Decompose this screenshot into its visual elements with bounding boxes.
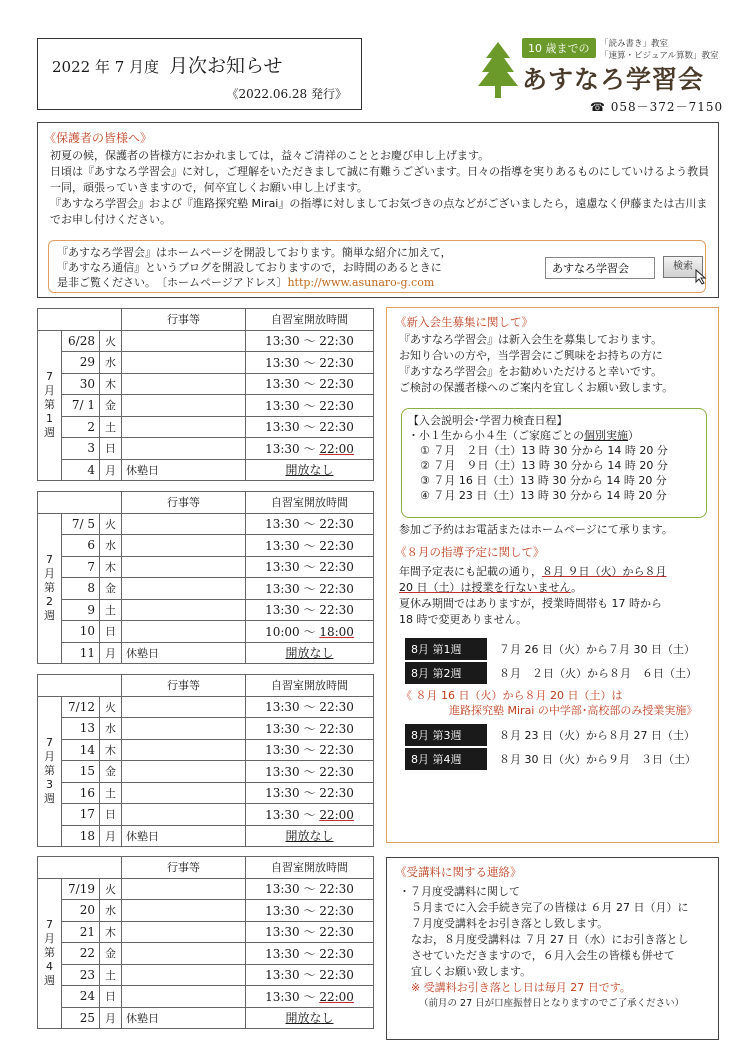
table-row [38, 761, 374, 783]
table-row [38, 1007, 374, 1029]
fee-line: ５月までに入会手続き完了の皆様は ６月 27 日（月）に [411, 901, 689, 914]
august-week-label: 8月 第4週 [405, 748, 487, 770]
time-cell: 13:30 ～ 22:30 [246, 739, 374, 761]
time-cell: 13:30 ～ 22:30 [246, 556, 374, 578]
date-cell: 23 [62, 964, 100, 986]
time-start: 13:30 ～ [265, 441, 320, 456]
info-item: ① ７月 ２日（土）13 時 30 分から 14 時 20 分 [420, 444, 668, 457]
event-cell [122, 878, 246, 900]
dow-cell: 日 [100, 438, 122, 460]
homepage-text [57, 245, 527, 290]
event-cell [122, 921, 246, 943]
week-label [38, 696, 62, 847]
time-cell [246, 825, 374, 847]
info-session-box [401, 408, 707, 518]
info-title: 【入会説明会･学習力検査日程】 [408, 414, 568, 427]
time-cell: 13:30 ～ 22:30 [246, 696, 374, 718]
date-cell: 7/ 5 [62, 513, 100, 535]
dow-cell: 金 [100, 761, 122, 783]
page-title: 月次お知らせ [169, 55, 283, 77]
event-cell: 休塾日 [122, 825, 246, 847]
august-line: 18 時で変更ありません。 [399, 613, 528, 626]
august-week-row [405, 748, 696, 768]
week-label-char: 第 [44, 764, 55, 778]
info-item: ③ ７月 16 日（土）13 時 30 分から 14 時 20 分 [420, 474, 667, 487]
dow-cell: 日 [100, 804, 122, 826]
header-event: 行事等 [122, 675, 246, 697]
date-cell: 24 [62, 986, 100, 1008]
august-no-class-dates: ８月 ９日（火）から８月 [542, 565, 667, 578]
event-cell: 休塾日 [122, 642, 246, 664]
search-input[interactable] [545, 257, 655, 279]
reserve-note: 参加ご予約はお電話またはホームページにて承ります。 [399, 523, 673, 536]
date-cell: 18 [62, 825, 100, 847]
week-label-char: 4 [46, 960, 53, 974]
dow-cell: 日 [100, 986, 122, 1008]
dow-cell: 土 [100, 964, 122, 986]
event-cell [122, 782, 246, 804]
table-row [38, 804, 374, 826]
homepage-line: 『あすなろ学習会』はホームページを開設しております。簡単な紹介に加えて， [57, 246, 452, 259]
time-cell: 13:30 ～ 22:30 [246, 599, 374, 621]
table-header-blank [38, 675, 122, 697]
notice-paragraph: 日頃は『あすなろ学習会』に対し，ご理解をいただきまして誠に有難うございます。日々の指導を実りあるものにしていけるよう教員一同，頑張っていきますので，何卒宜しくお願い申し上げます。 [50, 165, 710, 194]
event-cell [122, 373, 246, 395]
week-label-char: 第 [44, 398, 55, 412]
header-time: 自習室開放時間 [246, 675, 374, 697]
time-cell: 13:30 ～ 22:30 [246, 535, 374, 557]
homepage-line: 『あすなろ通信』というブログを開設しておりますので，お時間のあるときに [57, 261, 442, 274]
fee-note: ※ 受講料お引き落とし日は毎月 27 日です。 [411, 981, 631, 994]
august-line-prefix: 年間予定表にも記載の通り， [399, 565, 542, 578]
schedule-week-3 [37, 674, 374, 847]
week-label [38, 330, 62, 481]
schedule-week-1 [37, 308, 374, 481]
event-cell [122, 330, 246, 352]
dow-cell: 火 [100, 513, 122, 535]
closed-label: 開放なし [285, 646, 334, 661]
schedule-week-4 [37, 856, 374, 1029]
event-cell [122, 438, 246, 460]
event-cell [122, 696, 246, 718]
event-cell [122, 943, 246, 965]
date-cell: 7 [62, 556, 100, 578]
table-row [38, 986, 374, 1008]
time-cell [246, 986, 374, 1008]
event-cell [122, 578, 246, 600]
august-week-range: ８月 23 日（火）から８月 27 日（土） [499, 729, 695, 742]
date-cell: 11 [62, 642, 100, 664]
table-row [38, 395, 374, 417]
time-cell: 13:30 ～ 22:30 [246, 921, 374, 943]
event-cell [122, 761, 246, 783]
header-time: 自習室開放時間 [246, 857, 374, 879]
date-cell: 30 [62, 373, 100, 395]
august-line-suffix: 。 [571, 581, 583, 594]
search-button[interactable]: 検索 [663, 256, 703, 278]
info-subtitle-suffix: ） [628, 429, 639, 442]
fee-line: させていただきますので，６月入会生の皆様も併せて [411, 949, 675, 962]
event-cell [122, 556, 246, 578]
week-label-char: 月 [44, 750, 55, 764]
event-cell [122, 599, 246, 621]
info-subtitle [408, 428, 706, 443]
time-cell: 13:30 ～ 22:30 [246, 416, 374, 438]
time-end: 18:00 [319, 624, 354, 639]
event-cell: 休塾日 [122, 459, 246, 481]
table-row [38, 459, 374, 481]
date-cell: 7/ 1 [62, 395, 100, 417]
time-cell: 13:30 ～ 22:30 [246, 782, 374, 804]
table-row [38, 921, 374, 943]
august-line [399, 580, 717, 596]
table-row [38, 373, 374, 395]
date-cell: 10 [62, 621, 100, 643]
week-label-char: 2 [46, 595, 53, 609]
time-start: 13:30 ～ [265, 807, 320, 822]
table-header-row [38, 309, 374, 331]
dow-cell: 木 [100, 373, 122, 395]
event-cell [122, 513, 246, 535]
homepage-label: 是非ご覧ください。 〔ホームページアドレス〕 [57, 276, 288, 289]
date-cell: 2 [62, 416, 100, 438]
fee-line: 宜しくお願い致します。 [411, 965, 532, 978]
notice-title: 《保護者の皆様へ》 [44, 131, 153, 145]
august-text [399, 564, 717, 628]
time-cell [246, 438, 374, 460]
table-header-row [38, 675, 374, 697]
august-week-label: 8月 第1週 [405, 638, 487, 660]
table-header-row [38, 857, 374, 879]
notice-paragraph: 『あすなろ学習会』および『進路探究塾 Mirai』の指導に対しましてお気づきの点などがございましたら，遠慮なく伊藤または古川までお申し付けください。 [50, 197, 708, 226]
august-line [399, 564, 717, 580]
table-row [38, 556, 374, 578]
week-label-char: 週 [44, 974, 55, 988]
dow-cell: 月 [100, 642, 122, 664]
date-cell: 7/12 [62, 696, 100, 718]
table-row [38, 513, 374, 535]
date-cell: 29 [62, 352, 100, 374]
event-cell [122, 535, 246, 557]
date-cell: 16 [62, 782, 100, 804]
august-week-range: ８月 30 日（火）から９月 ３日（土） [499, 753, 696, 766]
dow-cell: 土 [100, 782, 122, 804]
time-end: 22:00 [319, 989, 354, 1004]
logo-subtitle-line: 「読み書き」教室 [600, 39, 669, 49]
recruit-title: 《新入会生募集に関して》 [395, 315, 533, 329]
time-cell: 13:30 ～ 22:30 [246, 395, 374, 417]
week-label-char: 3 [46, 778, 53, 792]
fee-note-sub: （前月の 27 日が口座振替日となりますのでご了承ください） [419, 998, 685, 1009]
title-box [37, 38, 362, 110]
date-cell: 6 [62, 535, 100, 557]
time-cell [246, 621, 374, 643]
table-row [38, 352, 374, 374]
date-cell: 6/28 [62, 330, 100, 352]
table-row [38, 782, 374, 804]
table-row [38, 964, 374, 986]
recruit-text [399, 332, 717, 396]
table-row [38, 718, 374, 740]
time-cell: 13:30 ～ 22:30 [246, 900, 374, 922]
august-week-range: ８月 ２日（火）から８月 ６日（土） [499, 667, 697, 680]
logo [476, 38, 736, 102]
table-row [38, 330, 374, 352]
week-label-char: 月 [44, 932, 55, 946]
table-row [38, 900, 374, 922]
logo-name: あすなろ学習会 [522, 65, 705, 94]
date-cell: 22 [62, 943, 100, 965]
year-month: 2022 年 7 月度 [52, 58, 160, 76]
fee-text [399, 884, 715, 1012]
event-cell [122, 395, 246, 417]
date-cell: 8 [62, 578, 100, 600]
week-label [38, 878, 62, 1029]
august-week-label: 8月 第2週 [405, 662, 487, 684]
table-row [38, 599, 374, 621]
recruit-line: お知り合いの方や，当学習会にご興味をお持ちの方に [399, 349, 663, 362]
dow-cell: 水 [100, 900, 122, 922]
event-cell [122, 718, 246, 740]
logo-subtitle [600, 38, 719, 62]
date-cell: 13 [62, 718, 100, 740]
fee-line: ７月度受講料をお引き落とし致します。 [411, 917, 609, 930]
time-cell [246, 459, 374, 481]
august-week-range: ７月 26 日（火）から７月 30 日（土） [499, 643, 695, 656]
date-cell: 4 [62, 459, 100, 481]
dow-cell: 月 [100, 1007, 122, 1029]
closed-label: 開放なし [285, 829, 334, 844]
dow-cell: 金 [100, 578, 122, 600]
week-label-char: 7 [46, 553, 53, 567]
info-subtitle-emphasis: 個別実施 [584, 429, 628, 442]
dow-cell: 月 [100, 459, 122, 481]
week-label-char: 第 [44, 581, 55, 595]
recruit-line: 『あすなろ学習会』は新入会生を募集しております。 [399, 333, 663, 346]
time-end: 22:00 [319, 441, 354, 456]
page-title-line [52, 51, 282, 78]
special-notice [401, 688, 711, 718]
dow-cell: 火 [100, 878, 122, 900]
date-cell: 25 [62, 1007, 100, 1029]
week-label-char: 7 [46, 918, 53, 932]
dow-cell: 水 [100, 352, 122, 374]
time-cell: 13:30 ～ 22:30 [246, 943, 374, 965]
week-label-char: 7 [46, 370, 53, 384]
time-cell [246, 1007, 374, 1029]
recruit-line: ご検討の保護者様へのご案内を宜しくお願い致します。 [399, 381, 674, 394]
august-week-row [405, 724, 695, 744]
table-row [38, 642, 374, 664]
table-row [38, 825, 374, 847]
table-header-blank [38, 492, 122, 514]
table-header-row [38, 492, 374, 514]
week-label-char: 7 [46, 736, 53, 750]
time-cell: 13:30 ～ 22:30 [246, 330, 374, 352]
fee-title: 《受講料に関する連絡》 [395, 865, 522, 879]
time-start: 13:30 ～ [265, 989, 320, 1004]
time-cell: 13:30 ～ 22:30 [246, 578, 374, 600]
week-label-char: 第 [44, 946, 55, 960]
time-cell: 13:30 ～ 22:30 [246, 513, 374, 535]
dow-cell: 金 [100, 395, 122, 417]
table-row [38, 943, 374, 965]
table-row [38, 739, 374, 761]
dow-cell: 水 [100, 535, 122, 557]
event-cell [122, 739, 246, 761]
table-row [38, 696, 374, 718]
recruit-box [386, 307, 719, 843]
august-line: 夏休み期間ではありますが，授業時間帯も 17 時から [399, 597, 662, 610]
week-label-char: 週 [44, 426, 55, 440]
dow-cell: 火 [100, 696, 122, 718]
schedule-week-2 [37, 491, 374, 664]
date-cell: 7/19 [62, 878, 100, 900]
dow-cell: 土 [100, 599, 122, 621]
event-cell [122, 416, 246, 438]
fee-item: ・７月度受講料に関して [399, 885, 520, 898]
header-time: 自習室開放時間 [246, 492, 374, 514]
special-notice-line: 《 ８月 16 日（火）から８月 20 日（土）は [401, 689, 623, 702]
event-cell [122, 621, 246, 643]
week-label-char: 週 [44, 792, 55, 806]
time-cell: 13:30 ～ 22:30 [246, 718, 374, 740]
time-cell: 13:30 ～ 22:30 [246, 352, 374, 374]
august-week-label: 8月 第3週 [405, 724, 487, 746]
notice-box [37, 122, 719, 298]
homepage-box [48, 240, 706, 293]
info-item: ② ７月 ９日（土）13 時 30 分から 14 時 20 分 [420, 459, 668, 472]
phone-number: ☎ 058－372－7150 [590, 100, 724, 114]
notice-paragraph: 初夏の候，保護者の皆様方におかれましては，益々ご清祥のこととお慶び申し上げます。 [50, 149, 490, 162]
date-cell: 14 [62, 739, 100, 761]
header-time: 自習室開放時間 [246, 309, 374, 331]
week-label [38, 513, 62, 664]
date-cell: 3 [62, 438, 100, 460]
cursor-icon [695, 269, 709, 285]
august-week-row [405, 638, 695, 658]
time-cell [246, 804, 374, 826]
table-row [38, 578, 374, 600]
dow-cell: 金 [100, 943, 122, 965]
week-label-char: 月 [44, 567, 55, 581]
table-row [38, 878, 374, 900]
dow-cell: 月 [100, 825, 122, 847]
date-cell: 20 [62, 900, 100, 922]
time-cell: 13:30 ～ 22:30 [246, 761, 374, 783]
dow-cell: 火 [100, 330, 122, 352]
august-title: 《８月の指導予定に関して》 [395, 545, 545, 559]
time-cell: 13:30 ～ 22:30 [246, 878, 374, 900]
event-cell [122, 352, 246, 374]
august-no-class-dates: 20 日（土）は授業を行ないません [399, 581, 572, 594]
logo-tag: 10 歳までの [522, 38, 596, 58]
issue-date: 《2022.06.28 発行》 [226, 87, 347, 101]
fee-box [386, 857, 719, 1040]
event-cell [122, 986, 246, 1008]
dow-cell: 水 [100, 718, 122, 740]
homepage-line [57, 275, 527, 290]
time-start: 10:00 ～ [265, 624, 320, 639]
header-event: 行事等 [122, 309, 246, 331]
recruit-line: 『あすなろ学習会』をお勧めいただけると幸いです。 [399, 365, 663, 378]
time-cell [246, 642, 374, 664]
time-cell: 13:30 ～ 22:30 [246, 964, 374, 986]
info-session-text [408, 413, 706, 503]
table-row [38, 438, 374, 460]
closed-label: 開放なし [285, 463, 334, 478]
tree-icon [476, 42, 520, 98]
week-label-char: 1 [46, 412, 53, 426]
table-header-blank [38, 857, 122, 879]
fee-line: なお，８月度受講料は ７月 27 日（水）にお引き落とし [411, 933, 689, 946]
table-row [38, 535, 374, 557]
week-label-char: 月 [44, 384, 55, 398]
august-week-row [405, 662, 697, 682]
date-cell: 17 [62, 804, 100, 826]
dow-cell: 土 [100, 416, 122, 438]
dow-cell: 木 [100, 739, 122, 761]
table-row [38, 416, 374, 438]
special-notice-line: 進路探究塾 Mirai の中学部･高校部のみ授業実施》 [449, 704, 698, 717]
closed-label: 開放なし [285, 1011, 334, 1026]
homepage-url-link[interactable]: http://www.asunaro-g.com [287, 276, 435, 289]
header-event: 行事等 [122, 492, 246, 514]
dow-cell: 木 [100, 556, 122, 578]
logo-subtitle-line: 「速算・ビジュアル算数」教室 [600, 51, 719, 61]
table-header-blank [38, 309, 122, 331]
info-subtitle-prefix: ・小１生から小４生（ご家庭ごとの [408, 429, 584, 442]
info-item: ④ ７月 23 日（土）13 時 30 分から 14 時 20 分 [420, 489, 667, 502]
header-event: 行事等 [122, 857, 246, 879]
table-row [38, 621, 374, 643]
notice-body [50, 148, 710, 228]
dow-cell: 日 [100, 621, 122, 643]
date-cell: 21 [62, 921, 100, 943]
event-cell: 休塾日 [122, 1007, 246, 1029]
time-end: 22:00 [319, 807, 354, 822]
dow-cell: 木 [100, 921, 122, 943]
week-label-char: 週 [44, 609, 55, 623]
event-cell [122, 804, 246, 826]
event-cell [122, 964, 246, 986]
date-cell: 15 [62, 761, 100, 783]
event-cell [122, 900, 246, 922]
time-cell: 13:30 ～ 22:30 [246, 373, 374, 395]
date-cell: 9 [62, 599, 100, 621]
